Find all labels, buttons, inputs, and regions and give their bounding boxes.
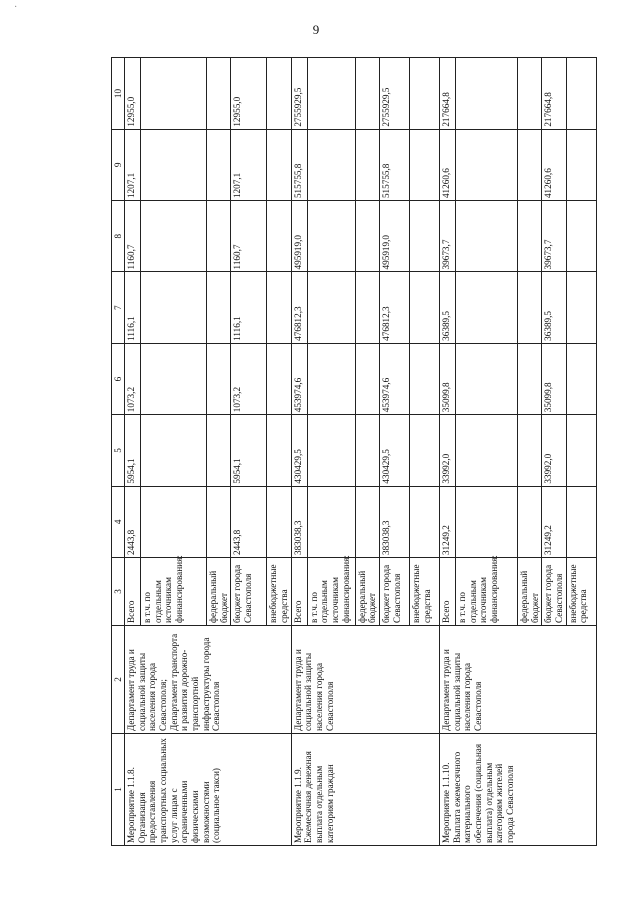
value-cell <box>355 58 379 129</box>
event-cell: Мероприятие 1.1.8. Организация предоставления транспортных социальных услуг лицам с ограниченными физическими возможностями (социальное такси) <box>125 734 292 846</box>
value-cell <box>307 486 355 557</box>
executor-cell: Департамент труда и социальной защиты населения города Севастополя; Департамент транспорта и развития дорожно-транспортной инфраструктуры города Севастополя <box>125 626 292 734</box>
value-cell <box>518 272 542 343</box>
value-cell <box>207 272 231 343</box>
value-cell <box>267 343 291 414</box>
value-cell <box>355 272 379 343</box>
value-cell <box>355 415 379 486</box>
header-cell: 2 <box>112 626 125 734</box>
value-cell <box>141 486 207 557</box>
value-cell <box>267 129 291 200</box>
value-cell <box>355 201 379 272</box>
value-cell <box>566 58 596 129</box>
header-cell: 9 <box>112 129 125 200</box>
value-cell: 35099,8 <box>542 343 566 414</box>
value-cell: 453974,6 <box>291 343 307 414</box>
header-cell: 10 <box>112 58 125 129</box>
value-cell <box>518 343 542 414</box>
executor-cell: Департамент труда и социальной защиты населения города Севастополя <box>440 626 597 734</box>
value-cell: 2755929,5 <box>380 58 410 129</box>
value-cell <box>207 343 231 414</box>
table-row <box>440 58 456 846</box>
value-cell <box>410 343 440 414</box>
value-cell <box>207 129 231 200</box>
value-cell <box>141 58 207 129</box>
value-cell: 1073,2 <box>231 343 267 414</box>
funding-source-label: в т.ч. по отдельным источникам финансирования: <box>456 558 518 626</box>
value-cell <box>141 129 207 200</box>
value-cell <box>410 272 440 343</box>
value-cell <box>518 58 542 129</box>
value-cell <box>456 129 518 200</box>
value-cell: 41260,6 <box>542 129 566 200</box>
value-cell <box>410 58 440 129</box>
value-cell: 430429,5 <box>380 415 410 486</box>
value-cell <box>267 415 291 486</box>
page-number: 9 <box>312 22 320 37</box>
value-cell <box>566 415 596 486</box>
event-cell: Мероприятие 1.1.10. Выплата ежемесячного материального обеспечения (социальная выплата) отдельным категориям жителей города Севастополя <box>440 734 597 846</box>
header-cell: 6 <box>112 343 125 414</box>
event-cell: Мероприятие 1.1.9. Ежемесячная денежная выплата отдельным категориям граждан <box>291 734 439 846</box>
value-cell: 453974,6 <box>380 343 410 414</box>
funding-source-label: федеральный бюджет <box>355 558 379 626</box>
executor-cell: Департамент труда и социальной защиты населения города Севастополя <box>291 626 439 734</box>
value-cell <box>307 58 355 129</box>
value-cell: 39673,7 <box>440 201 456 272</box>
value-cell <box>207 415 231 486</box>
value-cell <box>307 201 355 272</box>
value-cell <box>456 415 518 486</box>
value-cell: 1160,7 <box>231 201 267 272</box>
value-cell <box>410 415 440 486</box>
value-cell <box>267 486 291 557</box>
value-cell <box>456 343 518 414</box>
value-cell: 12955,0 <box>231 58 267 129</box>
value-cell: 36389,5 <box>440 272 456 343</box>
value-cell: 36389,5 <box>542 272 566 343</box>
value-cell: 1207,1 <box>231 129 267 200</box>
funding-source-label: федеральный бюджет <box>207 558 231 626</box>
header-cell: 4 <box>112 486 125 557</box>
table-body <box>125 58 597 846</box>
funding-source-label: Всего <box>291 558 307 626</box>
value-cell: 1207,1 <box>125 129 141 200</box>
value-cell: 33992,0 <box>542 415 566 486</box>
value-cell: 476812,3 <box>380 272 410 343</box>
value-cell <box>207 201 231 272</box>
value-cell: 2443,8 <box>231 486 267 557</box>
table-row <box>291 58 307 846</box>
funding-source-label: внебюджетные средства <box>410 558 440 626</box>
value-cell: 5954,1 <box>231 415 267 486</box>
value-cell <box>410 201 440 272</box>
value-cell: 12955,0 <box>125 58 141 129</box>
value-cell <box>456 272 518 343</box>
value-cell: 1116,1 <box>231 272 267 343</box>
value-cell: 476812,3 <box>291 272 307 343</box>
value-cell <box>566 129 596 200</box>
value-cell <box>307 272 355 343</box>
value-cell <box>355 486 379 557</box>
value-cell: 495919,0 <box>291 201 307 272</box>
funding-source-label: бюджет города Севастополя <box>542 558 566 626</box>
rotated-table-frame <box>111 58 589 846</box>
funding-source-label: Всего <box>440 558 456 626</box>
funding-table <box>111 57 597 846</box>
value-cell: 217664,8 <box>542 58 566 129</box>
value-cell <box>410 486 440 557</box>
header-cell: 3 <box>112 558 125 626</box>
header-cell: 5 <box>112 415 125 486</box>
value-cell <box>267 201 291 272</box>
value-cell <box>141 415 207 486</box>
header-row <box>112 58 125 846</box>
value-cell <box>410 129 440 200</box>
value-cell <box>566 486 596 557</box>
value-cell: 1160,7 <box>125 201 141 272</box>
value-cell: 35099,8 <box>440 343 456 414</box>
value-cell: 31249,2 <box>440 486 456 557</box>
funding-source-label: внебюджетные средства <box>267 558 291 626</box>
value-cell <box>456 201 518 272</box>
value-cell <box>518 415 542 486</box>
value-cell <box>566 343 596 414</box>
value-cell: 5954,1 <box>125 415 141 486</box>
value-cell: 41260,6 <box>440 129 456 200</box>
value-cell <box>456 58 518 129</box>
header-cell: 8 <box>112 201 125 272</box>
value-cell <box>141 201 207 272</box>
value-cell: 515755,8 <box>291 129 307 200</box>
scan-mark: · <box>14 2 18 13</box>
value-cell: 217664,8 <box>440 58 456 129</box>
table-area <box>111 58 589 846</box>
header-cell: 7 <box>112 272 125 343</box>
value-cell <box>355 343 379 414</box>
value-cell: 33992,0 <box>440 415 456 486</box>
value-cell: 31249,2 <box>542 486 566 557</box>
value-cell: 515755,8 <box>380 129 410 200</box>
value-cell <box>566 272 596 343</box>
value-cell <box>566 201 596 272</box>
value-cell: 39673,7 <box>542 201 566 272</box>
value-cell <box>355 129 379 200</box>
value-cell <box>518 201 542 272</box>
funding-source-label: федеральный бюджет <box>518 558 542 626</box>
value-cell <box>267 272 291 343</box>
value-cell: 383038,3 <box>291 486 307 557</box>
value-cell: 1116,1 <box>125 272 141 343</box>
value-cell <box>141 343 207 414</box>
value-cell: 383038,3 <box>380 486 410 557</box>
value-cell <box>267 58 291 129</box>
funding-source-label: внебюджетные средства <box>566 558 596 626</box>
value-cell <box>307 129 355 200</box>
funding-source-label: Всего <box>125 558 141 626</box>
funding-source-label: в т.ч. по отдельным источникам финансирования: <box>307 558 355 626</box>
value-cell: 1073,2 <box>125 343 141 414</box>
funding-source-label: в т.ч. по отдельным источникам финансирования: <box>141 558 207 626</box>
value-cell <box>456 486 518 557</box>
table-row <box>125 58 141 846</box>
funding-source-label: бюджет города Севастополя <box>380 558 410 626</box>
funding-source-label: бюджет города Севастополя <box>231 558 267 626</box>
value-cell <box>307 343 355 414</box>
value-cell: 495919,0 <box>380 201 410 272</box>
value-cell <box>307 415 355 486</box>
header-cell: 1 <box>112 734 125 846</box>
value-cell: 2443,8 <box>125 486 141 557</box>
value-cell <box>207 58 231 129</box>
value-cell <box>141 272 207 343</box>
value-cell <box>518 129 542 200</box>
value-cell: 2755929,5 <box>291 58 307 129</box>
value-cell: 430429,5 <box>291 415 307 486</box>
value-cell <box>207 486 231 557</box>
value-cell <box>518 486 542 557</box>
